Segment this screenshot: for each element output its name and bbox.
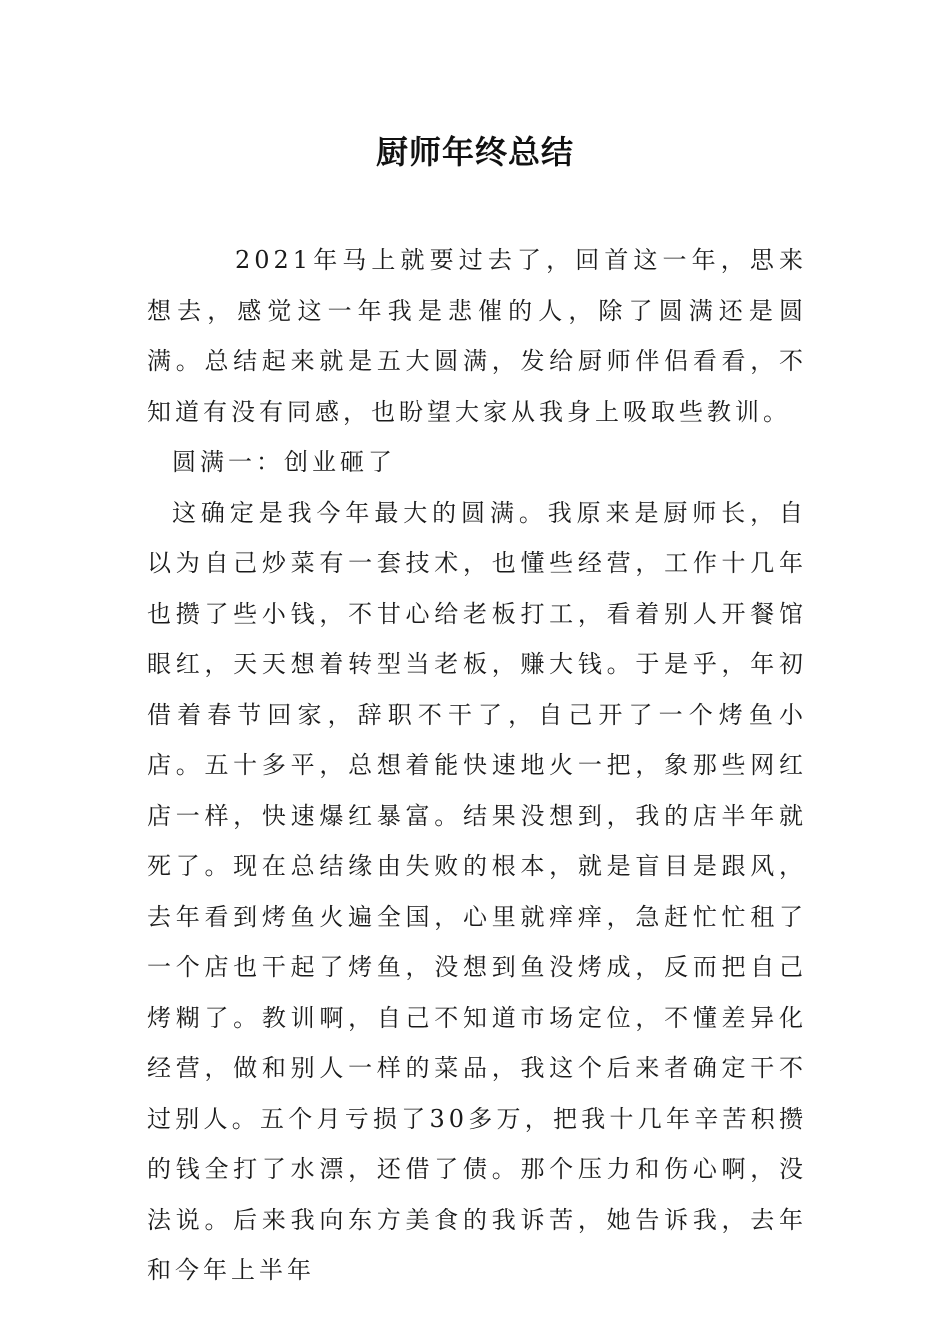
section-paragraph: 这确定是我今年最大的圆满。我原来是厨师长，自以为自己炒菜有一套技术，也懂些经营，工作十几年也攒了些小钱，不甘心给老板打工，看着别人开餐馆眼红，天天想着转型当老板，赚大钱。于是乎，年初借着春节回家，辞职不干了，自己开了一个烤鱼小店。五十多平，总想着能快速地火一把，象那些网红店一样，快速爆红暴富。结果没想到，我的店半年就死了。现在总结缘由失败的根本，就是盲目是跟风，去年看到烤鱼火遍全国，心里就痒痒，急赶忙忙租了一个店也干起了烤鱼，没想到鱼没烤成，反而把自己烤糊了。教训啊，自己不知道市场定位，不懂差异化经营，做和别人一样的菜品，我这个后来者确定干不过别人。五个月亏损了30多万，把我十几年辛苦积攒的钱全打了水漂，还借了债。那个压力和伤心啊，没法说。后来我向东方美食的我诉苦，她告诉我，去年和今年上半年 — [147, 498, 807, 1284]
intro-paragraph: 2021年马上就要过去了，回首这一年，思来想去，感觉这一年我是悲催的人，除了圆满还是圆满。总结起来就是五大圆满，发给厨师伴侣看看，不知道有没有同感，也盼望大家从我身上吸取些教训。 — [147, 246, 807, 426]
document-body — [147, 235, 807, 1296]
section-heading: 圆满一：创业砸了 — [172, 448, 396, 476]
document-title: 厨师年终总结 — [375, 133, 574, 171]
